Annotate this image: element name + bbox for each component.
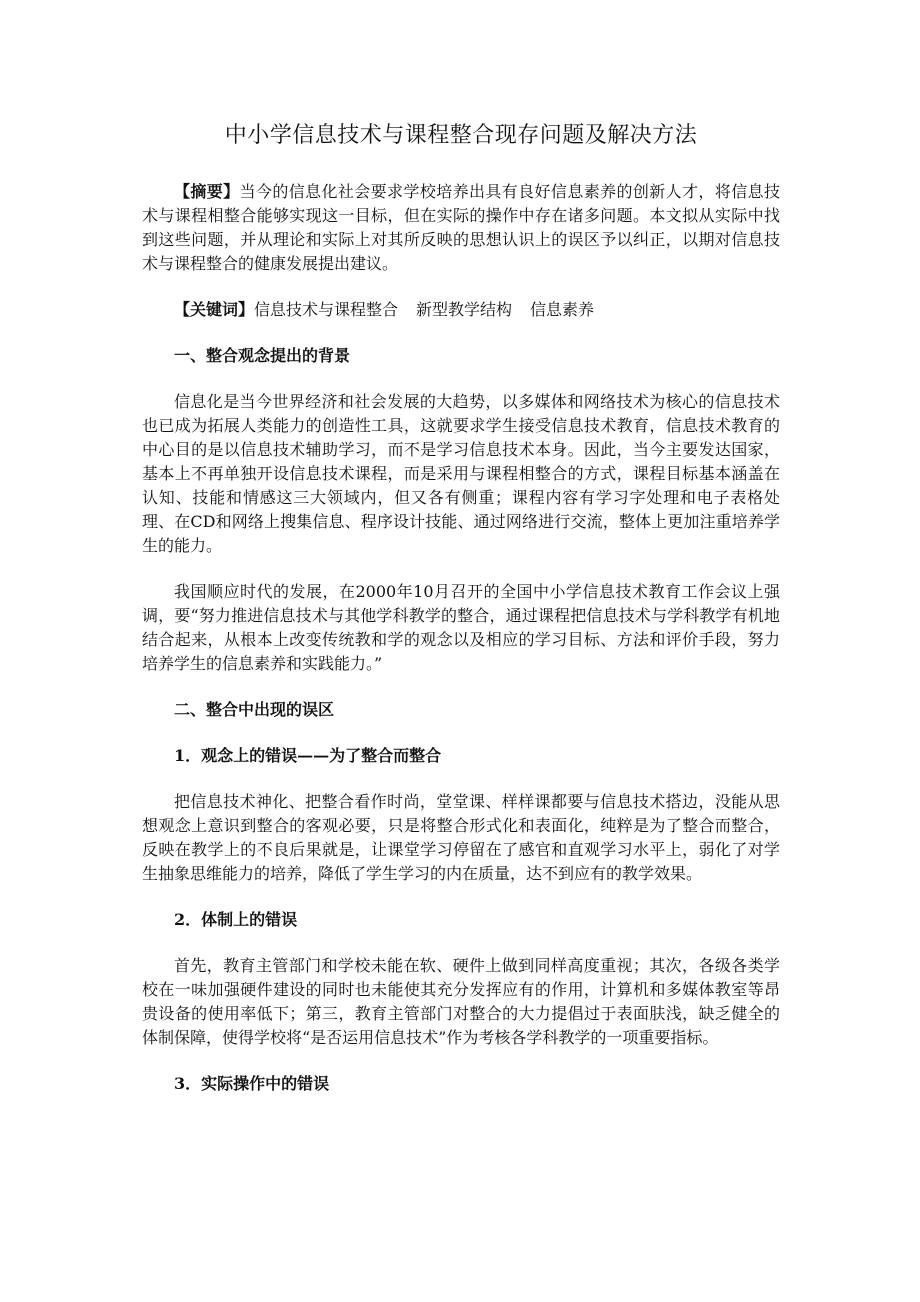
keywords-label: 【关键词】 — [174, 300, 255, 319]
abstract-paragraph — [142, 180, 780, 276]
body-paragraph: 信息化是当今世界经济和社会发展的大趋势，以多媒体和网络技术为核心的信息技术也已成为拓展人类能力的创造性工具，这就要求学生接受信息技术教育，信息技术教育的中心目的是以信息技术辅助学习，而不是学习信息技术本身。因此，当今主要发达国家，基本上不再单独开设信息技术课程，而是采用与课程相整合的方式，课程目标基本涵盖在认知、技能和情感这三大领域内，但又各有侧重；课程内容有学习字处理和电子表格处理、在CD和网络上搜集信息、程序设计技能、通过网络进行交流，整体上更加注重培养学生的能力。 — [142, 392, 780, 555]
section-heading-misconceptions: 二、整合中出现的误区 — [174, 700, 335, 719]
keywords-paragraph — [142, 298, 780, 322]
keyword-3: 信息素养 — [530, 300, 595, 319]
abstract-text: 当今的信息化社会要求学校培养出具有良好信息素养的创新人才，将信息技术与课程相整合能够实现这一目标，但在实际的操作中存在诸多问题。本文拟从实际中找到这些问题，并从理论和实际上对其所反映的思想认识上的误区予以纠正，以期对信息技术与课程整合的健康发展提出建议。 — [142, 182, 780, 273]
section-heading-background: 一、整合观念提出的背景 — [174, 346, 351, 365]
subsection-heading-system-error: 2．体制上的错误 — [174, 910, 298, 929]
body-paragraph: 我国顺应时代的发展，在2000年10月召开的全国中小学信息技术教育工作会议上强调，要“努力推进信息技术与其他学科教学的整合，通过课程把信息技术与学科教学有机地结合起来，从根本上改变传统教和学的观念以及相应的学习目标、方法和评价手段，努力培养学生的信息素养和实践能力。” — [142, 582, 780, 673]
body-paragraph: 首先，教育主管部门和学校未能在软、硬件上做到同样高度重视；其次，各级各类学校在一味加强硬件建设的同时也未能使其充分发挥应有的作用，计算机和多媒体教室等昂贵设备的使用率低下；第三，教育主管部门对整合的大力提倡过于表面肤浅，缺乏健全的体制保障，使得学校将“是否运用信息技术”作为考核各学科教学的一项重要指标。 — [142, 956, 780, 1047]
document-title: 中小学信息技术与课程整合现存问题及解决方法 — [224, 123, 698, 148]
body-paragraph: 把信息技术神化、把整合看作时尚，堂堂课、样样课都要与信息技术搭边，没能从思想观念上意识到整合的客观必要，只是将整合形式化和表面化，纯粹是为了整合而整合，反映在教学上的不良后果就是，让课堂学习停留在了感官和直观学习水平上，弱化了对学生抽象思维能力的培养，降低了学生学习的内在质量，达不到应有的教学效果。 — [142, 792, 780, 883]
subsection-heading-practice-error: 3．实际操作中的错误 — [174, 1074, 330, 1093]
keyword-1: 信息技术与课程整合 — [254, 300, 399, 319]
keyword-2: 新型教学结构 — [416, 300, 513, 319]
abstract-label: 【摘要】 — [174, 182, 240, 201]
subsection-heading-concept-error: 1．观念上的错误——为了整合而整合 — [174, 746, 442, 765]
document-page — [142, 116, 780, 1118]
